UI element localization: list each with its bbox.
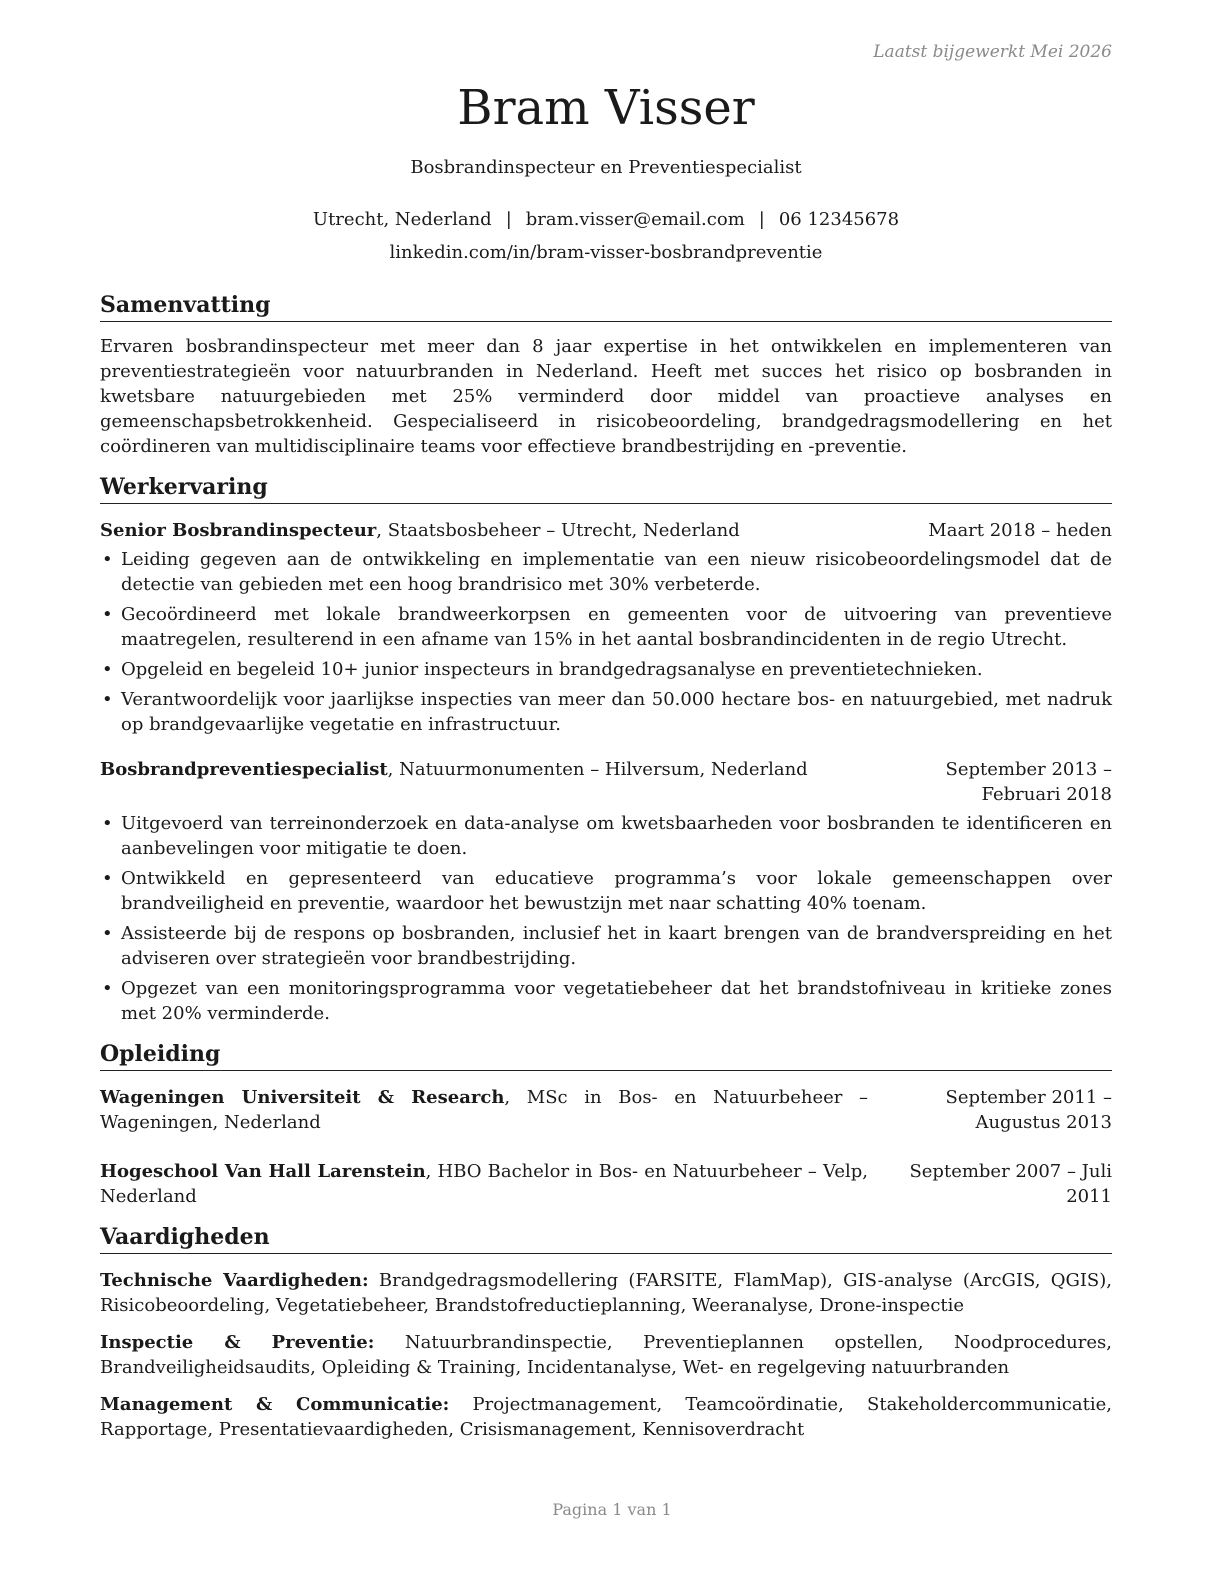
job-header bbox=[100, 518, 1112, 543]
education-section bbox=[100, 1040, 1112, 1209]
skill-group bbox=[100, 1330, 1112, 1380]
skill-label: Management & Communicatie: bbox=[100, 1394, 450, 1415]
skill-label: Technische Vaardigheden: bbox=[100, 1270, 369, 1291]
job-header bbox=[100, 757, 1112, 807]
resume-page bbox=[100, 40, 1112, 1442]
skill-text: Brandgedragsmodellering (FARSITE, FlamMap), GIS-analyse (ArcGIS, QGIS), Risicobeoordeling, Vegetatiebeheer, Brandstofreductieplanning, Weeranalyse, Drone-inspectie bbox=[100, 1270, 1113, 1316]
contact-separator: | bbox=[505, 209, 512, 230]
job-dates: September 2013 – Februari 2018 bbox=[945, 759, 1112, 805]
skill-text: Projectmanagement, Teamcoördinatie, Stakeholdercommunicatie, Rapportage, Presentatievaardigheden, Crisismanagement, Kennisoverdracht bbox=[100, 1394, 1113, 1440]
contact-email[interactable]: bram.visser@email.com bbox=[525, 209, 745, 230]
summary-text: Ervaren bosbrandinspecteur met meer dan 8 jaar expertise in het ontwikkelen en implementeren van preventiestrategieën voor natuurbranden in Nederland. Heeft met succes het risico op bosbranden in kwetsbare natuurgebieden met 25% verminderd door middel van proactieve analyses en gemeenschapsbetrokkenheid. Gespecialiseerd in risicobeoordeling, brandgedragsmodellering en het coördineren van multidisciplinaire teams voor effectieve brandbestrijding en -preventie. bbox=[100, 336, 1112, 457]
job-bullets bbox=[100, 547, 1112, 737]
section-heading: Vaardigheden bbox=[100, 1223, 1112, 1254]
contact-separator: | bbox=[758, 209, 765, 230]
list-item: • Leiding gegeven aan de ontwikkeling en implementatie van een nieuw risicobeoordelingsmodel dat de detectie van gebieden met een hoog brandrisico met 30% verbeterde. bbox=[100, 547, 1112, 597]
list-item: • Assisteerde bij de respons op bosbranden, inclusief het in kaart brengen van de brandverspreiding en het adviseren over strategieën voor brandbestrijding. bbox=[100, 921, 1112, 971]
job-dates: Maart 2018 – heden bbox=[928, 520, 1112, 541]
last-updated: Laatst bijgewerkt Mei 2026 bbox=[873, 42, 1112, 62]
job-title: Senior Bosbrandinspecteur bbox=[100, 520, 377, 541]
section-heading: Samenvatting bbox=[100, 291, 1112, 322]
list-item: • Opgezet van een monitoringsprogramma voor vegetatiebeheer dat het brandstofniveau in kritieke zones met 20% verminderde. bbox=[100, 976, 1112, 1026]
contact-linkedin[interactable]: linkedin.com/in/bram-visser-bosbrandpreventie bbox=[389, 242, 823, 263]
school-name: Hogeschool Van Hall Larenstein bbox=[100, 1161, 426, 1182]
candidate-name: Bram Visser bbox=[457, 80, 755, 136]
experience-section bbox=[100, 473, 1112, 1026]
page-number: Pagina 1 van 1 bbox=[552, 1500, 672, 1519]
skill-group bbox=[100, 1392, 1112, 1442]
list-item: • Gecoördineerd met lokale brandweerkorpsen en gemeenten voor de uitvoering van preventieve maatregelen, resulterend in een afname van 15% in het aantal bosbrandincidenten in de regio Utrecht. bbox=[100, 602, 1112, 652]
section-heading: Werkervaring bbox=[100, 473, 1112, 504]
education-item bbox=[100, 1159, 1112, 1209]
summary-section bbox=[100, 291, 1112, 459]
list-item: • Verantwoordelijk voor jaarlijkse inspecties van meer dan 50.000 hectare bos- en natuurgebied, met nadruk op brandgevaarlijke vegetatie en infrastructuur. bbox=[100, 687, 1112, 737]
job-org: , Natuurmonumenten – Hilversum, Nederland bbox=[387, 759, 808, 780]
education-item bbox=[100, 1085, 1112, 1135]
skill-group bbox=[100, 1268, 1112, 1318]
skills-section bbox=[100, 1223, 1112, 1442]
skill-text: Natuurbrandinspectie, Preventieplannen opstellen, Noodprocedures, Brandveiligheidsaudits, Opleiding & Training, Incidentanalyse, Wet- en regelgeving natuurbranden bbox=[100, 1332, 1112, 1378]
contact-line bbox=[100, 207, 1112, 232]
degree-detail: , MSc in Bos- en Natuurbeheer – Wageningen, Nederland bbox=[100, 1087, 868, 1133]
skill-label: Inspectie & Preventie: bbox=[100, 1332, 375, 1353]
job-org: , Staatsbosbeheer – Utrecht, Nederland bbox=[376, 520, 740, 541]
job-title: Bosbrandpreventiespecialist bbox=[100, 759, 388, 780]
list-item: • Opgeleid en begeleid 10+ junior inspecteurs in brandgedragsanalyse en preventietechnieken. bbox=[100, 657, 1112, 682]
list-item: • Ontwikkeld en gepresenteerd van educatieve programma’s voor lokale gemeenschappen over brandveiligheid en preventie, waardoor het bewustzijn met naar schatting 40% toenam. bbox=[100, 866, 1112, 916]
job-bullets bbox=[100, 811, 1112, 1026]
contact-location: Utrecht, Nederland bbox=[312, 209, 492, 230]
list-item: • Uitgevoerd van terreinonderzoek en data-analyse om kwetsbaarheden voor bosbranden te identificeren en aanbevelingen voor mitigatie te doen. bbox=[100, 811, 1112, 861]
section-heading: Opleiding bbox=[100, 1040, 1112, 1071]
candidate-subtitle: Bosbrandinspecteur en Preventiespecialist bbox=[410, 157, 802, 178]
degree-detail: , HBO Bachelor in Bos- en Natuurbeheer – Velp, Nederland bbox=[100, 1161, 868, 1207]
education-dates: September 2011 – Augustus 2013 bbox=[945, 1087, 1112, 1133]
education-dates: September 2007 – Juli 2011 bbox=[909, 1161, 1112, 1207]
school-name: Wageningen Universiteit & Research bbox=[100, 1087, 505, 1108]
contact-phone: 06 12345678 bbox=[778, 209, 900, 230]
